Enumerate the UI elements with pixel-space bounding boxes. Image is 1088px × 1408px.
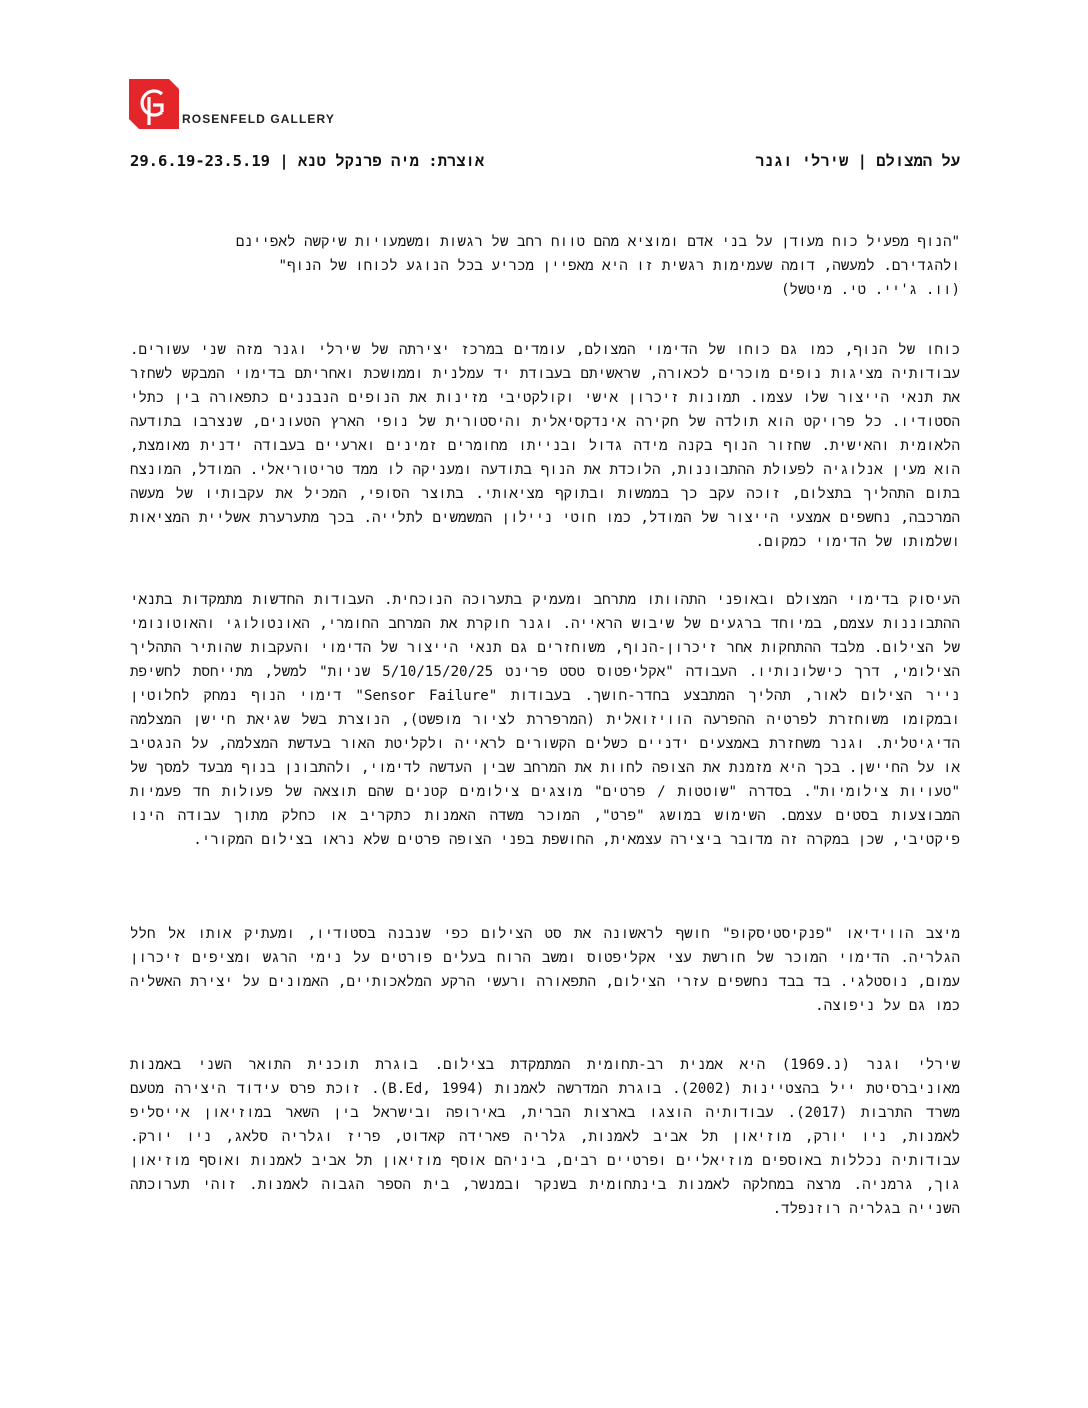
gallery-name: ROSENFELD GALLERY (182, 112, 335, 126)
document-header (130, 152, 960, 171)
quote-line: ולהגדירם. למעשה, דומה שעמימות רגשית זו היא מאפיין מכריע בכל הנוגע לכוחו של הנוף" (278, 258, 960, 274)
paragraph-image: העיסוק בדימוי המצולם ובאופני התהוותו מתרחב ומעמיק בתערוכה הנוכחית. העבודות החדשות מתמקדות בתנאי ההתבוננות עצמם, במיוחד ברגעים של שיבוש הראייה. וגנר חוקרת את המרחב החומרי, האונטולוגי והאוטונומי של הצילום. מלבד ההתחקות אחר זיכרון-הנוף, משוחזרים גם תנאי הייצור של הדימוי והעקבות שהותיר התהליך הצילומי, דרך כישלונותיו. העבודה "אקליפטוס טסט פרינט 5/10/15/20/25 שניות" למשל, מתייחסת לחשיפת נייר הצילום לאור, תהליך המתבצע בחדר-חושך. בעבודות "Sensor Failure" דימוי הנוף נמחק לחלוטין ובמקומו משוחזרת לפרטיה ההפרעה הוויזואלית (המרפררת לציור מופשט), הנוצרת בשל שגיאת חיישן המצלמה הדיגיטלית. וגנר משחזרת באמצעים ידניים כשלים הקשורים לראייה ולקליטת האור בעדשת המצלמה, על הנגטיב או על החיישן. בכך היא מזמנת את הצופה לחוות את המרחב שבין העדשה לדימוי, ולהתבונן בנוף מבעד למסך של "טעויות צילומיות". בסדרה "שוטטות / פרטים" מוצגים צילומים קטנים שהם תוצאה של פעולות חד פעמיות המבוצעות בסטים עצמם. השימוש במושג "פרט", המוכר משדה האמנות כתקריב או כחלק מתוך עבודה הינו פיקטיבי, שכן במקרה זה מדובר ביצירה עצמאית, החושפת בפני הצופה פרטים שלא נראו בצילום המקורי. (130, 592, 960, 848)
paragraph-bio: שירלי וגנר (נ.1969) היא אמנית רב-תחומית המתמקדת בצילום. בוגרת תוכנית התואר השני באמנות מאוניברסיטת ייל בהצטיינות (2002). בוגרת המדרשה לאמנות (B.Ed, 1994). זוכת פרס עידוד היצירה מטעם משרד התרבות (2017). עבודותיה הוצגו בארצות הברית, באירופה ובישראל בין השאר במוזיאון אייסליפ לאמנות, ניו יורק, מוזיאון תל אביב לאמנות, גלריה פארידה קאדוט, פריז וגלריה סלאג, ניו יורק. עבודותיה נכללות באוספים מוזיאליים ופרטיים רבים, ביניהם אוסף מוזיאון תל אביב לאמנות ואוסף מוזיאון גוך, גרמניה. מרצה במחלקה לאמנות בינתחומית בשנקר ובמנשר, בית הספר הגבוה לאמנות. זוהי תערוכתה השנייה בגלריה רוזנפלד. (130, 1057, 960, 1217)
opening-quote (130, 230, 960, 302)
quote-attribution: (וו. ג'יי. טי. מיטשל) (780, 282, 960, 298)
exhibition-title: על המצולם | שירלי וגנר (755, 152, 960, 170)
paragraph-landscape: כוחו של הנוף, כמו גם כוחו של הדימוי המצולם, עומדים במרכז יצירתה של שירלי וגנר מזה שני עשורים. עבודותיה מציגות נופים מוכרים לכאורה, שראשיתם בעבודת יד עמלנית וממושכת ואחריתם בדימוי המבקש לשחזר את תנאי הייצור שלו עצמו. תמונות זיכרון אישי וקולקטיבי מזינות את הנופים הנבננים כתפאורה בין כתלי הסטודיו. כל פרויקט הוא תולדה של חקירה אינדקסיאלית והיסטורית של נופי הארץ הטעונים, שנצרבו בתודעה הלאומית והאישית. שחזור הנוף בקנה מידה גדול ובנייתו מחומרים זמינים וארעיים בעבודה ידנית מאומצת, הוא מעין אנלוגיה לפעולת ההתבוננות, הלוכדת את הנוף בתודעה ומעניקה לו ממד טריטוריאלי. המודל, המונצח בתום התהליך בתצלום, זוכה עקב כך בממשות ובתוקף מציאותי. בתוצר הסופי, המכיל את עקבותיו של מעשה המרכבה, נחשפים אמצעי הייצור של המודל, כמו חוטי ניילון המשמשים לתלייה. בכך מתערערת אשליית המציאות ושלמותו של הדימוי כמקום. (130, 342, 960, 550)
rg-logo-icon (129, 79, 179, 129)
paragraph-video: מיצב הווידיאו "פנקיסטיסקופ" חושף לראשונה את סט הצילום כפי שנבנה בסטודיו, ומעתיק אותו אל חלל הגלריה. הדימוי המוכר של חורשת עצי אקליפטוס ומשב הרוח בעלים פורטים על נימי הרגש ומציפים זיכרון עמום, נוסטלגי. בד בבד נחשפים עזרי הצילום, התפאורה ורעשי הרקע המלאכותיים, האמונים על יצירת האשליה כמו גם על ניפוצה. (130, 926, 960, 1014)
quote-line: "הנוף מפעיל כוח מעודן על בני אדם ומוציא מהם טווח רחב של רגשות ומשמעויות שיקשה לאפיינם (235, 234, 960, 250)
gallery-logo (129, 79, 335, 129)
curator-and-dates: אוצרת: מיה פרנקל טנא | 29.6.19-23.5.19 (130, 152, 485, 170)
